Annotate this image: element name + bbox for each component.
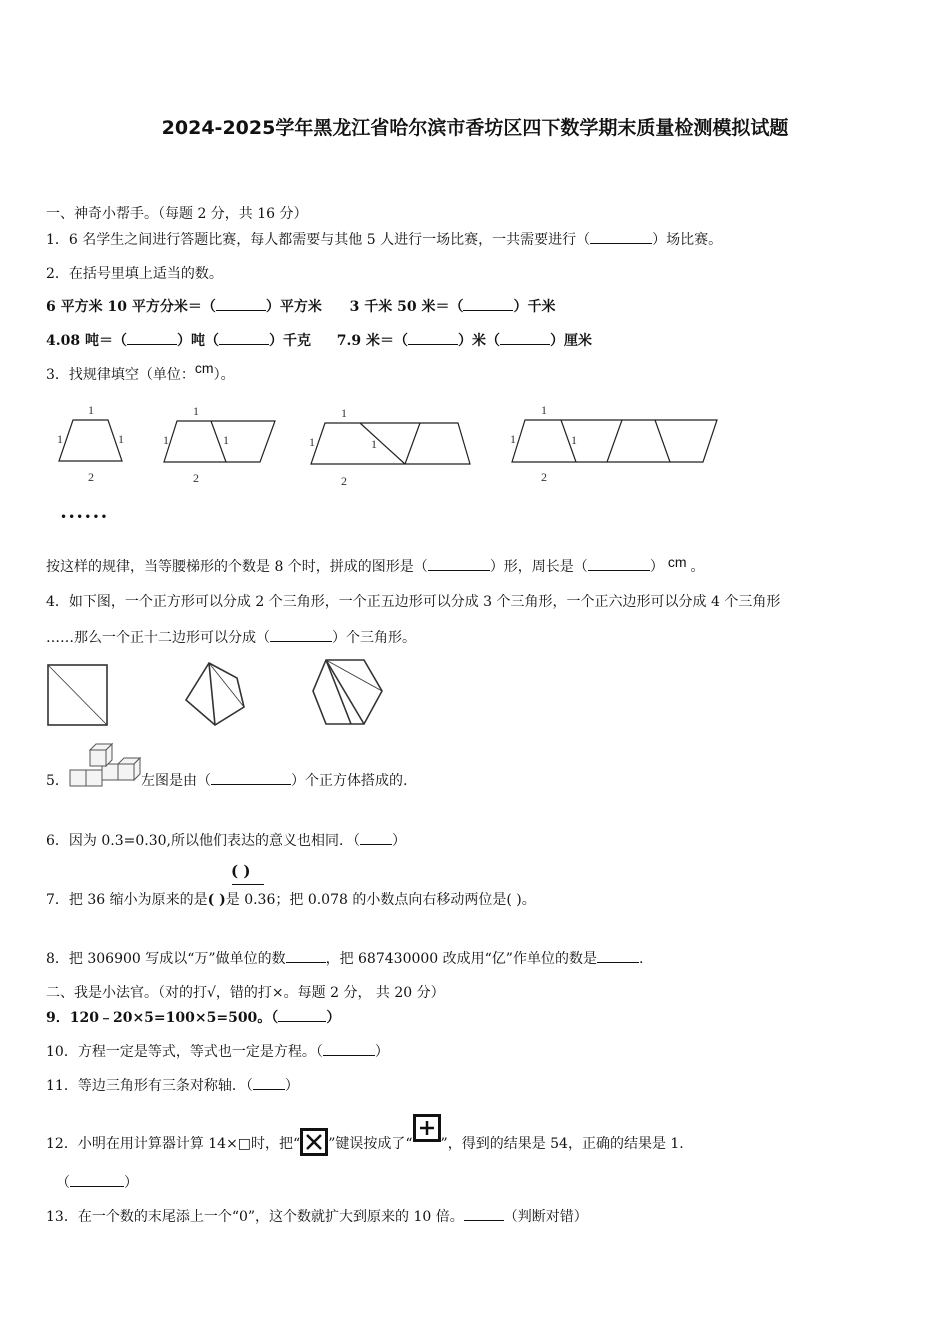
q12-blank[interactable] <box>70 1172 124 1187</box>
question-9 <box>46 1007 340 1027</box>
q7-frac-top[interactable]: ( ) <box>231 862 251 880</box>
question-7 <box>46 889 536 909</box>
q8-text-a: 8．把 306900 写成以“万”做单位的数 <box>46 951 286 967</box>
label-bottom-4: 2 <box>541 470 547 484</box>
label-side-4: 1 <box>510 432 516 446</box>
q2-r1-a: 6 平方米 10 平方分米＝（ <box>46 299 216 315</box>
q8-text-b: ，把 687430000 改成用“亿”作单位的数是 <box>325 951 597 967</box>
q12-answer <box>56 1172 138 1192</box>
q10-text: 10．方程一定是等式，等式也一定是方程。（ <box>46 1044 323 1060</box>
q5-blank[interactable] <box>211 770 291 785</box>
label-side-1: 1 <box>57 432 63 446</box>
label-side-3: 1 <box>309 435 315 449</box>
q2-r1-c: 3 千米 50 米＝（ <box>349 299 464 315</box>
q2-r2-d: 7.9 米＝（ <box>336 333 408 349</box>
question-6 <box>46 830 406 850</box>
question-13 <box>46 1206 588 1226</box>
q2-r1-b: ）平方米 <box>265 299 322 315</box>
page-title: 2024-2025学年黑龙江省哈尔滨市香坊区四下数学期末质量检测模拟试题 <box>161 117 789 139</box>
question-11 <box>46 1075 299 1095</box>
question-4-line-1: 4．如下图，一个正方形可以分成 2 个三角形，一个正五边形可以分成 3 个三角形，一个正六边形可以分成 4 个三角形 <box>46 594 781 610</box>
label-top-1: 1 <box>88 403 94 417</box>
plus-key-icon <box>413 1114 441 1142</box>
label-side-1b: 1 <box>118 432 124 446</box>
question-2-prompt: 2．在括号里填上适当的数。 <box>46 266 223 282</box>
multiply-key-icon <box>300 1128 328 1156</box>
label-bottom-3: 2 <box>341 474 347 488</box>
q2-r2-b: ）吨（ <box>176 333 219 349</box>
label-side-2: 1 <box>163 433 169 447</box>
q1-text-b: ）场比赛。 <box>652 232 723 248</box>
pentagon <box>186 663 244 725</box>
q8-blank-1[interactable] <box>286 948 326 963</box>
q9-text: 9．120﹣20×5=100×5=500。（ <box>46 1010 279 1026</box>
q5-text-a: 左图是由（ <box>141 773 211 789</box>
q3-follow-a: 按这样的规律，当等腰梯形的个数是 8 个时，拼成的图形是（ <box>46 559 428 575</box>
label-bottom-2: 2 <box>193 471 199 485</box>
question-5 <box>141 770 407 790</box>
q12-text-b: ”键误按成了“ <box>328 1136 413 1152</box>
q2-r2-f: ）厘米 <box>549 333 592 349</box>
ellipsis-dots: •••••• <box>60 510 109 524</box>
q13-text-b: （判断对错） <box>503 1209 588 1225</box>
q11-blank[interactable] <box>253 1075 285 1090</box>
q6-end: ） <box>391 833 406 849</box>
q2-r2-e: ）米（ <box>457 333 500 349</box>
label-mid-3: 1 <box>371 437 377 451</box>
q12-text-c: ”，得到的结果是 54，正确的结果是 1. <box>440 1136 684 1152</box>
question-12 <box>46 1122 684 1156</box>
question-10 <box>46 1041 389 1061</box>
q3-follow-c: ） <box>649 559 664 575</box>
cubes-figure <box>68 742 138 792</box>
q7-text-a: 7．把 36 缩小为原来的是 <box>46 892 208 908</box>
q5-text-b: ）个正方体搭成的. <box>291 773 408 789</box>
label-mid-2: 1 <box>223 433 229 447</box>
label-top-4: 1 <box>541 403 547 417</box>
label-top-3: 1 <box>341 406 347 420</box>
q3-prompt-b: ）。 <box>213 367 235 383</box>
q4-text-a: ……那么一个正十二边形可以分成（ <box>46 630 270 646</box>
q2-r1-d: ）千米 <box>513 299 556 315</box>
q11-end: ） <box>284 1078 299 1094</box>
q7-frac-bottom[interactable]: ( ) <box>207 892 226 908</box>
q9-blank[interactable] <box>278 1007 326 1022</box>
label-top-2: 1 <box>193 404 199 418</box>
q1-text-a: 1．6 名学生之间进行答题比赛，每人都需要与其他 5 人进行一场比赛，一共需要进行（ <box>46 232 591 248</box>
q12-answer-b: ） <box>124 1175 138 1191</box>
fraction-bar <box>232 884 264 885</box>
q6-text: 6．因为 0.3=0.30,所以他们表达的意义也相同．（ <box>46 833 360 849</box>
label-mid-4: 1 <box>571 433 577 447</box>
q11-text: 11．等边三角形有三条对称轴．（ <box>46 1078 253 1094</box>
q4-text-b: ）个三角形。 <box>332 630 416 646</box>
q3-follow-b: ）形，周长是（ <box>489 559 588 575</box>
q13-blank[interactable] <box>464 1206 504 1221</box>
q8-blank-2[interactable] <box>597 948 639 963</box>
question-8 <box>46 948 643 968</box>
section-1-heading: 一、神奇小帮手。（每题 2 分，共 16 分） <box>46 206 308 222</box>
q12-text-a: 12．小明在用计算器计算 14×□时，把“ <box>46 1136 301 1152</box>
section-2-heading: 二、我是小法官。（对的打√，错的打×。每题 2 分， 共 20 分） <box>46 985 445 1001</box>
label-bottom-1: 2 <box>88 470 94 484</box>
q3-follow-unit: cm <box>667 554 687 570</box>
q8-text-c: . <box>638 951 644 967</box>
q10-end: ） <box>374 1044 389 1060</box>
q12-answer-a: （ <box>56 1175 70 1191</box>
q10-blank[interactable] <box>323 1041 375 1056</box>
q2-r2-c: ）千克 <box>268 333 311 349</box>
q3-follow-d: 。 <box>690 559 705 575</box>
q2-r2-a: 4.08 吨＝（ <box>46 333 127 349</box>
q3-prompt-a: 3．找规律填空（单位： <box>46 367 195 383</box>
q5-number: 5． <box>46 773 69 789</box>
q9-end: ） <box>326 1010 341 1026</box>
q13-text-a: 13．在一个数的末尾添上一个“0”，这个数就扩大到原来的 10 倍。 <box>46 1209 464 1225</box>
q6-blank[interactable] <box>360 830 392 845</box>
q7-text-b: 是 0.36；把 0.078 的小数点向右移动两位是( )。 <box>225 892 536 908</box>
q3-unit: cm <box>194 360 214 376</box>
